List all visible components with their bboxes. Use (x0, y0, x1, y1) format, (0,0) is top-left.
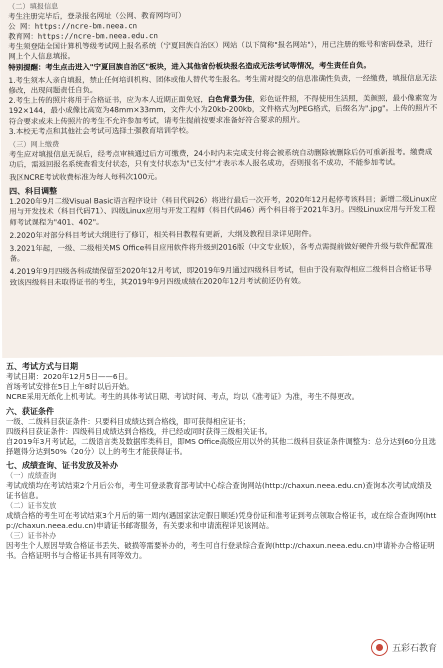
adjust-1: 1.2020年9月二级Visual Basic语言程序设计（科目代码26）将进行最后一次开考，2020年12月起停考该科目；新增二级Linux应用与开发技术（科目代码71）、四级Linux应用与开发工程师（科目代码46）两个科目将于2021年3月。四级Linux应用与开发工程师考试课程为"401、402"。 (9, 194, 437, 227)
reissue-subheading: （三）证书补办 (6, 531, 57, 541)
subject-adjust-heading: 四、科目调整 (9, 186, 58, 197)
exam-rule: NCRE采用无纸化上机考试。考生的具体考试日期、考试时间、考点，均以《准考证》为准，考生不得更改。 (6, 392, 360, 402)
public-net-url[interactable]: 公 网：https://ncre-bm.neea.cn (8, 20, 138, 31)
item-2-highlight: 白色背景为佳 (207, 94, 253, 104)
special-reminder: 特别提醒：考生点击进入"宁夏回族自治区"板块，进入其他省份板块报名造成无法考试等情况，考生责任自负。 (8, 60, 371, 72)
item-2-part-a: 2.考生上传的照片将用于合格证书，应为本人近期正面免冠， (8, 94, 208, 106)
watermark (371, 639, 437, 656)
exam-start-note: 首场考试安排在5日上午8时以后开始。 (6, 382, 134, 392)
issue-text: 成绩合格的考生可在考试结束3个月后的第一周内(遇国家法定假日顺延)凭身份证和准考证到考点领取合格证书，或在综合查询网(http://chaxun.neea.edu.cn)申请证书邮寄服务，有关要求和申请流程详见该网站。 (6, 511, 437, 531)
register-intro: 考生注册完毕后，登录报名网址（公网、教育网均可） (8, 10, 186, 21)
reissue-text: 因考生个人原因导致合格证书丢失、破损等需要补办的，考生可自行登录综合查询(http://chaxun.neea.edu.cn)申请补办合格证明书。合格证明书与合格证书具有同等效力。 (6, 541, 435, 561)
cert-condition-3: 自2019年3月考试起，二级语言类及数据库类科目，即MS Office高级应用以外的其他二级科目获证条件调整为：总分达到60分且选择题得分达到50%（20分）以上的考生才能获得证书。 (6, 437, 437, 457)
item-2 (9, 94, 438, 127)
pay-para: 考生应对填报信息无误后，经考点审核通过后方可缴费，24小时内未完成支付将会被系统自动删除被删除后仍可重新报考。缴费成功后，需返回报名系统查看支付状态，只有支付状态为"已支付"才表示本人报名成功，否则报名不成功，不能参加考试。 (8, 146, 433, 169)
item-3: 3.本校无考点和其他社会考试可选择土强教育培训学校。 (8, 125, 194, 136)
cert-condition-2: 四级科目获证条件：四级科目成绩达到合格线，并已经或同时获得三级相关证书。 (6, 426, 273, 436)
cert-condition-heading: 六、获证条件 (6, 406, 54, 416)
result-heading: 七、成绩查询、证书发放及补办 (6, 461, 118, 471)
item-2-part-c: ，彩色证件照，不得使用生活照，美颜照，最小像素宽为192×144，最小成像比高宽为48mm×33mm，文件大小为20kb-200kb，文件格式为JPEG格式，后缀名为".jpg"。上传的照片不符合要求或未上传照片的考生不允许参加考试，请考生提前按要求准备好符合要求的照片。 (8, 93, 438, 126)
adjust-4: 4.2019年9月四级各科成绩保留至2020年12月考试，即2019年9月通过四级科目考试，但由于没有取得相应二级科目合格证书导致该四级科目未取得证书的考生，其2019年9月四级成绩在2020年12月考试前还仍有效。 (9, 264, 432, 287)
exam-date: 考试日期：2020年12月5日——6日。 (6, 372, 133, 381)
register-para: 考生须登陆全国计算机等级考试网上报名系统（宁夏回族自治区）网站（以下简称"报名网站"），用已注册的账号和密码登录，进行网上个人信息填报。 (8, 39, 433, 62)
exam-time-heading: 五、考试方式与日期 (6, 362, 78, 371)
issue-subheading: （二）证书发放 (6, 501, 57, 511)
adjust-3: 3.2021年起，一级、二级相关MS Office科目应用软件将升级到2016版（中文专业版），各考点需提前做好硬件升级与软件配置准备。 (9, 241, 433, 264)
fee-standard: 我区NCRE考试收费标准为每人每科次100元。 (9, 172, 162, 182)
logo-icon (371, 639, 388, 656)
register-heading: （二）填报信息 (8, 1, 59, 11)
edu-net-url[interactable]: 教育网：https://ncre-bm.neea.edu.cn (8, 31, 158, 41)
query-subheading: （一）成绩查询 (6, 471, 57, 481)
lower-section (0, 359, 443, 668)
watermark-text: 五彩石教育 (391, 644, 437, 654)
adjust-2: 2.2020年对部分科目考试大纲进行了修订，相关科目教程有更新，大纲及教程目录详见附件。 (9, 228, 317, 240)
online-pay-heading: （三）网上缴费 (8, 139, 60, 149)
cert-condition-1: 一级、二级科目获证条件：只要科目成绩达到合格线，即可获得相应证书； (6, 416, 250, 426)
query-text: 考试成绩均在考试结束2个月后公布，考生可登录教育部考试中心综合查询网站(http://chaxun.neea.edu.cn)查询本次考试成绩及证书信息。 (6, 481, 432, 501)
item-1: 1.考生须本人亲自填报，禁止任何培训机构、团体或他人替代考生报名。考生需对提交的信息准确性负责，一经缴费，填报信息无法修改，出现问题责任自负。 (8, 73, 437, 95)
